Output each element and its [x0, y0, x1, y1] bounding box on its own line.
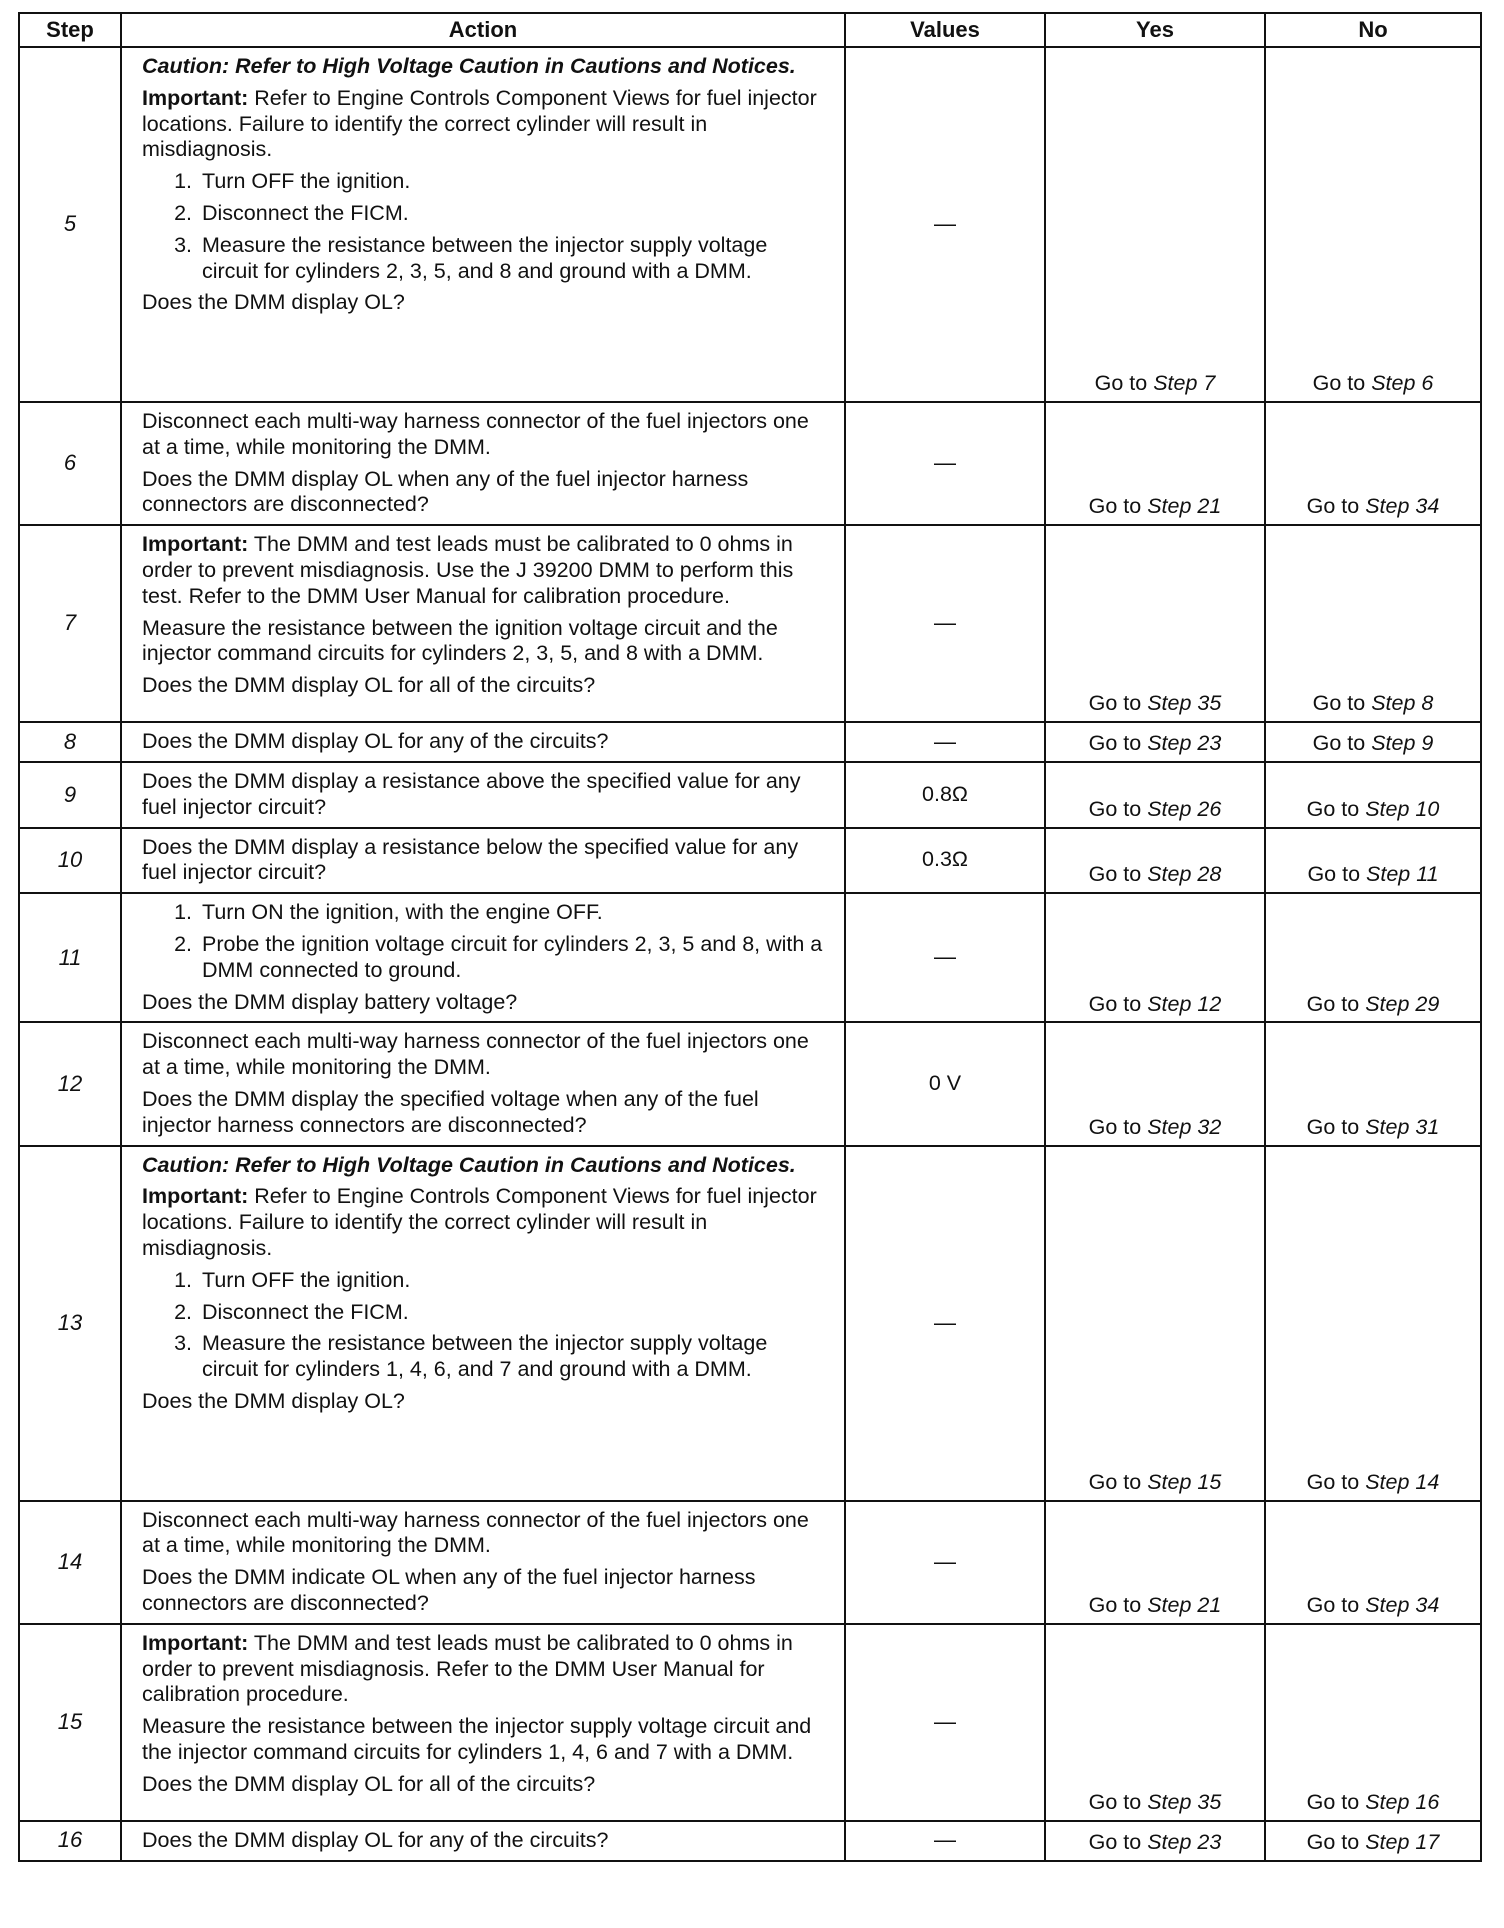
- step-reference: Step 29: [1365, 991, 1440, 1016]
- important-text: The DMM and test leads must be calibrated to 0 ohms in order to prevent misdiagnosis. Refer to the DMM User Manual for calibration procedure.: [142, 1630, 793, 1707]
- goto-prefix: Go to: [1307, 862, 1361, 887]
- step-reference: Step 23: [1147, 1829, 1222, 1854]
- value-text: —: [934, 944, 956, 970]
- no-cell: [1265, 893, 1481, 1022]
- yes-cell: [1045, 525, 1265, 722]
- value-text: —: [934, 728, 956, 754]
- step-number: 16: [19, 1821, 121, 1861]
- instruction-text: Measure the resistance between the injector supply voltage circuit and the injector command circuits for cylinders 1, 4, 6 and 7 with a DMM.: [142, 1714, 812, 1764]
- goto-prefix: Go to: [1306, 494, 1360, 519]
- value-cell: [845, 525, 1045, 722]
- important-note: [142, 1184, 828, 1261]
- table-row: [19, 1501, 1481, 1624]
- important-note: [142, 86, 828, 163]
- numbered-step: 1. Turn OFF the ignition.: [198, 169, 828, 195]
- numbered-step: 3. Measure the resistance between the injector supply voltage circuit for cylinders 2, 3, 5, and 8 and ground with a DMM.: [198, 233, 828, 285]
- header-action: Action: [121, 13, 845, 47]
- step-number: 7: [19, 525, 121, 722]
- yes-cell: [1045, 402, 1265, 525]
- action-cell: [121, 1146, 845, 1501]
- instruction-text: Disconnect each multi-way harness connector of the fuel injectors one at a time, while monitoring the DMM.: [142, 1507, 809, 1558]
- numbered-step: 2. Disconnect the FICM.: [198, 201, 828, 227]
- goto-prefix: Go to: [1088, 862, 1142, 887]
- question-text: Does the DMM display OL?: [142, 290, 405, 315]
- goto-prefix: Go to: [1312, 731, 1366, 756]
- important-text: The DMM and test leads must be calibrated to 0 ohms in order to prevent misdiagnosis. Use the J 39200 DMM to perform this test. Refer to the DMM User Manual for calibration procedure.: [142, 532, 794, 608]
- value-cell: [845, 47, 1045, 402]
- value-cell: [845, 893, 1045, 1022]
- step-reference: Step 11: [1366, 862, 1439, 887]
- yes-cell: [1045, 1821, 1265, 1861]
- step-reference: Step 16: [1365, 1789, 1440, 1814]
- goto-prefix: Go to: [1094, 371, 1148, 396]
- value-cell: [845, 1821, 1045, 1861]
- instruction-text: Measure the resistance between the ignition voltage circuit and the injector command circuits for cylinders 2, 3, 5, and 8 with a DMM.: [142, 615, 778, 666]
- value-text: 0.3Ω: [922, 847, 968, 872]
- numbered-step: 1. Turn OFF the ignition.: [198, 1268, 828, 1294]
- goto-prefix: Go to: [1088, 1469, 1142, 1494]
- step-reference: Step 8: [1371, 691, 1434, 716]
- no-cell: [1265, 1501, 1481, 1624]
- action-cell: [121, 1022, 845, 1145]
- no-cell: [1265, 1821, 1481, 1861]
- yes-cell: [1045, 1146, 1265, 1501]
- goto-prefix: Go to: [1306, 1789, 1360, 1814]
- question-text: Does the DMM display OL for all of the circuits?: [142, 673, 596, 698]
- step-number: 5: [19, 47, 121, 402]
- step-reference: Step 21: [1147, 494, 1222, 519]
- yes-cell: [1045, 762, 1265, 828]
- numbered-steps: [142, 1268, 828, 1383]
- value-text: —: [934, 211, 956, 237]
- action-cell: [121, 722, 845, 762]
- action-cell: [121, 762, 845, 828]
- value-cell: [845, 402, 1045, 525]
- step-number: 6: [19, 402, 121, 525]
- value-cell: [845, 1624, 1045, 1821]
- yes-cell: [1045, 1624, 1265, 1821]
- value-text: 0.8Ω: [922, 781, 968, 806]
- important-label: Important:: [142, 1184, 249, 1209]
- header-row: [19, 13, 1481, 47]
- action-cell: [121, 47, 845, 402]
- step-reference: Step 6: [1371, 371, 1434, 396]
- yes-cell: [1045, 1501, 1265, 1624]
- numbered-steps: [142, 169, 828, 284]
- action-cell: [121, 1501, 845, 1624]
- step-reference: Step 21: [1147, 1592, 1222, 1617]
- value-cell: [845, 762, 1045, 828]
- yes-cell: [1045, 893, 1265, 1022]
- step-reference: Step 26: [1147, 796, 1222, 821]
- no-cell: [1265, 762, 1481, 828]
- goto-prefix: Go to: [1306, 796, 1360, 821]
- step-reference: Step 15: [1147, 1469, 1222, 1494]
- question-text: Does the DMM display OL for any of the circuits?: [142, 729, 609, 754]
- goto-prefix: Go to: [1088, 1592, 1142, 1617]
- action-cell: [121, 1624, 845, 1821]
- table-row: [19, 762, 1481, 828]
- important-text: Refer to Engine Controls Component Views for fuel injector locations. Failure to identify the correct cylinder will result in misdiagnosis.: [142, 85, 817, 162]
- goto-prefix: Go to: [1306, 1469, 1360, 1494]
- step-reference: Step 35: [1147, 691, 1222, 716]
- table-row: [19, 525, 1481, 722]
- question-text: Does the DMM display a resistance above the specified value for any fuel injector circuit?: [142, 768, 801, 819]
- action-cell: [121, 828, 845, 894]
- value-cell: [845, 722, 1045, 762]
- caution-text: Caution: Refer to High Voltage Caution in Cautions and Notices.: [142, 1152, 796, 1177]
- table-row: [19, 1624, 1481, 1821]
- no-cell: [1265, 722, 1481, 762]
- value-text: —: [934, 1708, 956, 1734]
- goto-prefix: Go to: [1088, 796, 1142, 821]
- step-reference: Step 32: [1147, 1114, 1222, 1139]
- goto-prefix: Go to: [1088, 731, 1142, 756]
- table-row: [19, 893, 1481, 1022]
- value-text: 0 V: [928, 1071, 962, 1096]
- table-row: [19, 1022, 1481, 1145]
- goto-prefix: Go to: [1306, 1114, 1360, 1139]
- step-number: 15: [19, 1624, 121, 1821]
- step-reference: Step 14: [1365, 1469, 1440, 1494]
- step-number: 8: [19, 722, 121, 762]
- step-reference: Step 10: [1365, 796, 1440, 821]
- step-number: 10: [19, 828, 121, 894]
- action-cell: [121, 402, 845, 525]
- important-note: [142, 1631, 828, 1708]
- step-reference: Step 34: [1365, 494, 1440, 519]
- question-text: Does the DMM display the specified voltage when any of the fuel injector harness connectors are disconnected?: [142, 1086, 759, 1137]
- value-cell: [845, 1146, 1045, 1501]
- step-reference: Step 12: [1147, 991, 1222, 1016]
- value-text: —: [934, 1827, 956, 1853]
- table-row: [19, 402, 1481, 525]
- goto-prefix: Go to: [1088, 494, 1142, 519]
- action-cell: [121, 525, 845, 722]
- value-text: —: [934, 450, 956, 476]
- no-cell: [1265, 402, 1481, 525]
- step-reference: Step 28: [1147, 862, 1222, 887]
- step-reference: Step 23: [1147, 731, 1222, 756]
- step-reference: Step 35: [1147, 1789, 1222, 1814]
- goto-prefix: Go to: [1312, 371, 1366, 396]
- step-number: 14: [19, 1501, 121, 1624]
- yes-cell: [1045, 1022, 1265, 1145]
- value-cell: [845, 1022, 1045, 1145]
- numbered-step: 2. Probe the ignition voltage circuit for cylinders 2, 3, 5 and 8, with a DMM connected to ground.: [198, 932, 828, 984]
- value-text: —: [934, 1309, 956, 1335]
- table-row: [19, 828, 1481, 894]
- step-reference: Step 34: [1365, 1592, 1440, 1617]
- instruction-text: Disconnect each multi-way harness connector of the fuel injectors one at a time, while monitoring the DMM.: [142, 409, 809, 459]
- action-cell: [121, 893, 845, 1022]
- step-reference: Step 31: [1365, 1114, 1440, 1139]
- goto-prefix: Go to: [1088, 991, 1142, 1016]
- no-cell: [1265, 1624, 1481, 1821]
- instruction-text: Disconnect each multi-way harness connector of the fuel injectors one at a time, while monitoring the DMM.: [142, 1029, 809, 1080]
- question-text: Does the DMM display OL for any of the circuits?: [142, 1827, 609, 1852]
- important-label: Important:: [142, 532, 249, 557]
- header-yes: Yes: [1045, 13, 1265, 47]
- numbered-step: 3. Measure the resistance between the injector supply voltage circuit for cylinders 1, 4, 6, and 7 and ground with a DMM.: [198, 1331, 828, 1383]
- yes-cell: [1045, 828, 1265, 894]
- table-row: [19, 47, 1481, 402]
- header-step: Step: [19, 13, 121, 47]
- important-label: Important:: [142, 85, 249, 110]
- table-row: [19, 1146, 1481, 1501]
- step-reference: Step 9: [1371, 731, 1434, 756]
- question-text: Does the DMM indicate OL when any of the fuel injector harness connectors are disconnected?: [142, 1565, 756, 1615]
- goto-prefix: Go to: [1306, 1829, 1360, 1854]
- step-reference: Step 7: [1153, 371, 1216, 396]
- goto-prefix: Go to: [1088, 1829, 1142, 1854]
- numbered-step: 1. Turn ON the ignition, with the engine OFF.: [198, 900, 828, 926]
- question-text: Does the DMM display OL?: [142, 1388, 405, 1413]
- caution-text: Caution: Refer to High Voltage Caution in Cautions and Notices.: [142, 54, 796, 78]
- goto-prefix: Go to: [1088, 1114, 1142, 1139]
- step-number: 11: [19, 893, 121, 1022]
- important-label: Important:: [142, 1630, 249, 1655]
- step-number: 13: [19, 1146, 121, 1501]
- table-row: [19, 1821, 1481, 1861]
- yes-cell: [1045, 47, 1265, 402]
- goto-prefix: Go to: [1088, 1789, 1142, 1814]
- numbered-step: 2. Disconnect the FICM.: [198, 1300, 828, 1326]
- value-text: —: [934, 1548, 956, 1574]
- step-number: 9: [19, 762, 121, 828]
- important-text: Refer to Engine Controls Component Views for fuel injector locations. Failure to identify the correct cylinder will result in misdiagnosis.: [142, 1184, 817, 1260]
- diagnostic-table: [18, 12, 1482, 1862]
- value-cell: [845, 1501, 1045, 1624]
- goto-prefix: Go to: [1306, 991, 1360, 1016]
- no-cell: [1265, 47, 1481, 402]
- no-cell: [1265, 525, 1481, 722]
- step-number: 12: [19, 1022, 121, 1145]
- action-cell: [121, 1821, 845, 1861]
- yes-cell: [1045, 722, 1265, 762]
- no-cell: [1265, 1022, 1481, 1145]
- header-values: Values: [845, 13, 1045, 47]
- table-row: [19, 722, 1481, 762]
- question-text: Does the DMM display OL when any of the fuel injector harness connectors are disconnected?: [142, 466, 749, 517]
- goto-prefix: Go to: [1312, 691, 1366, 716]
- question-text: Does the DMM display a resistance below the specified value for any fuel injector circuit?: [142, 834, 799, 885]
- header-no: No: [1265, 13, 1481, 47]
- step-reference: Step 17: [1365, 1829, 1440, 1854]
- no-cell: [1265, 828, 1481, 894]
- no-cell: [1265, 1146, 1481, 1501]
- question-text: Does the DMM display battery voltage?: [142, 989, 518, 1014]
- goto-prefix: Go to: [1306, 1592, 1360, 1617]
- goto-prefix: Go to: [1088, 691, 1142, 716]
- numbered-steps: [142, 900, 828, 983]
- value-cell: [845, 828, 1045, 894]
- important-note: [142, 532, 828, 609]
- value-text: —: [934, 610, 956, 636]
- question-text: Does the DMM display OL for all of the circuits?: [142, 1771, 596, 1796]
